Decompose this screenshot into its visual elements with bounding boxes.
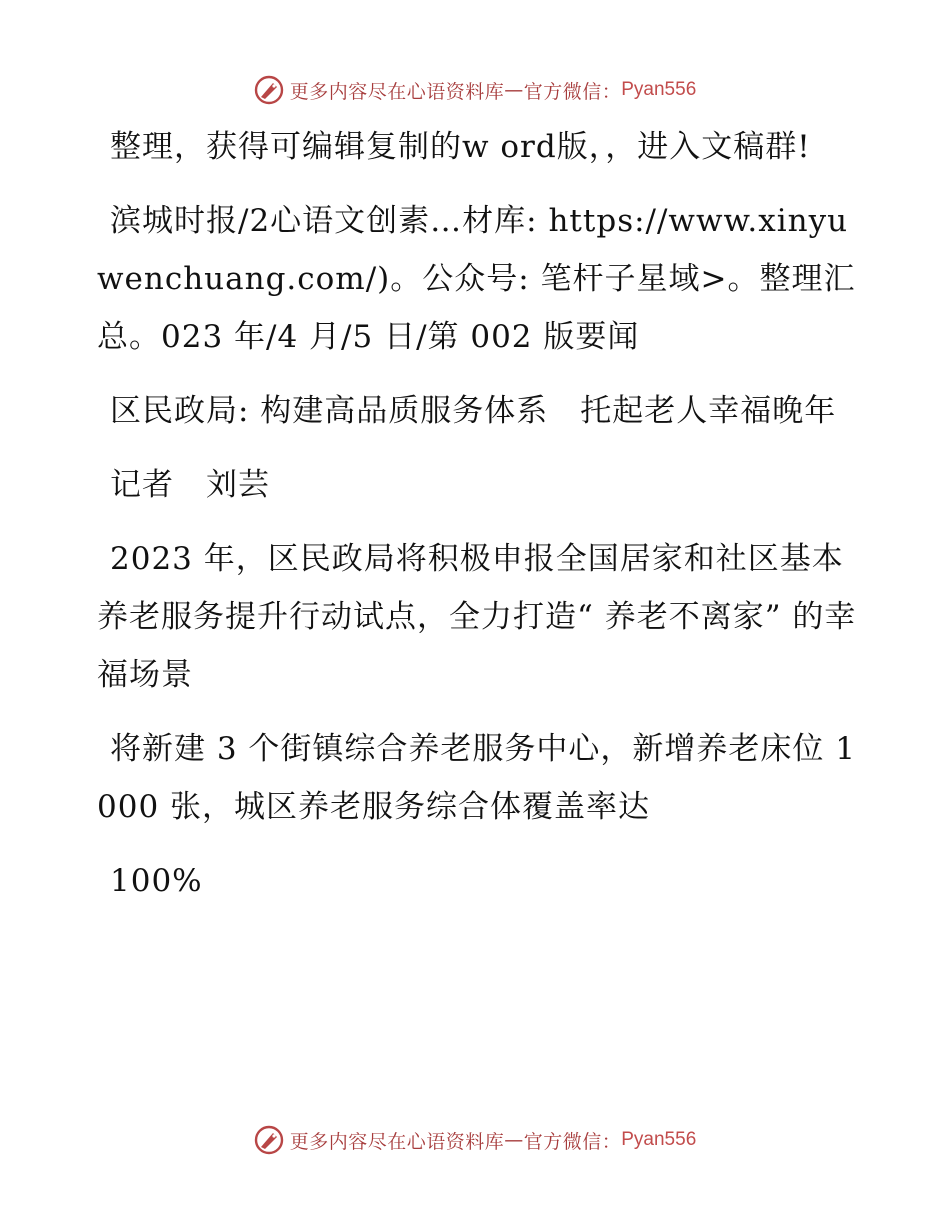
paragraph-body-2: 将新建 3 个街镇综合养老服务中心，新增养老床位 1000 张，城区养老服务综合体覆盖率达 <box>97 731 857 825</box>
banner-site-text: 更多内容尽在心语资料库 <box>289 1130 505 1153</box>
pen-nib-logo-icon <box>254 75 284 105</box>
banner-wechat-label: 官方微信： <box>523 80 622 103</box>
paragraph-body-1: 2023 年，区民政局将积极申报全国居家和社区基本养老服务提升行动试点，全力打造“ 养老不离家” 的幸福场景 <box>97 541 857 693</box>
banner-site-text: 更多内容尽在心语资料库 <box>289 80 505 103</box>
footer-banner <box>0 1120 950 1160</box>
banner-wechat-label: 官方微信： <box>523 1130 622 1153</box>
banner-wechat-id: Pyan556 <box>621 1129 697 1150</box>
banner-dash: — <box>504 1129 524 1151</box>
paragraph-source: 滨城时报/2心语文创素…材库: https://www.xinyuwenchuang.com/)。公众号: 笔杆子星域>。整理汇总。023 年/4 月/5 日/第 002 版要闻 <box>97 203 856 355</box>
article-byline: 记者 刘芸 <box>110 467 270 503</box>
paragraph-body-3: 100% <box>110 863 203 899</box>
document-body <box>97 118 857 926</box>
paragraph-intro: 整理，获得可编辑复制的w ord版，，进入文稿群! <box>110 129 811 165</box>
banner-wechat-id: Pyan556 <box>621 79 697 100</box>
header-banner <box>0 70 950 110</box>
pen-nib-logo-icon <box>254 1125 284 1155</box>
article-headline: 区民政局: 构建高品质服务体系 托起老人幸福晚年 <box>110 393 837 429</box>
banner-dash: — <box>504 79 524 101</box>
